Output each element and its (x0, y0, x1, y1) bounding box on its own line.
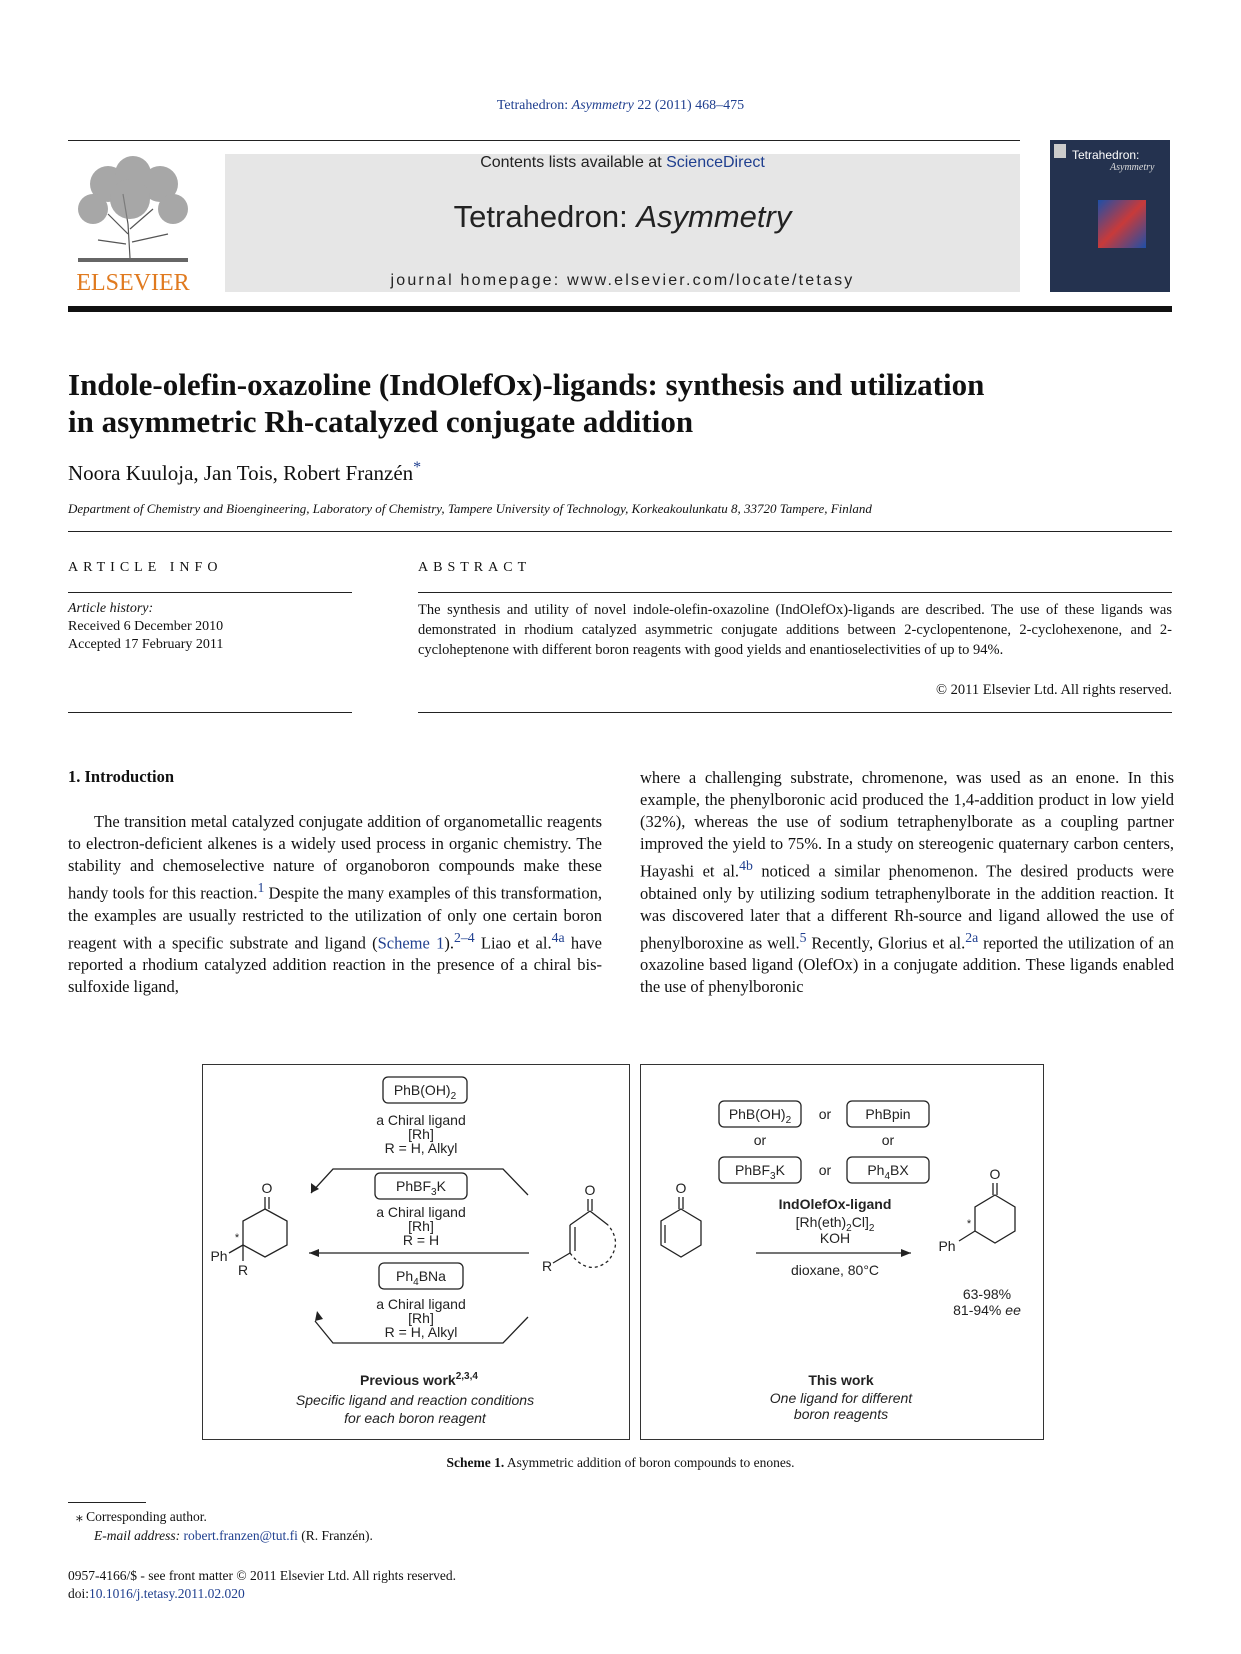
journal-ref-italic: Asymmetry (571, 98, 634, 113)
title-line-1: Indole-olefin-oxazoline (IndOlefOx)-ligands: synthesis and utilization (68, 367, 985, 402)
elsevier-logo (68, 154, 198, 294)
arrowhead-top (311, 1183, 319, 1193)
enone-ring (661, 1209, 701, 1257)
boron-reagent-2: PhBpin (865, 1106, 911, 1122)
arrowhead-middle (309, 1249, 319, 1257)
cover-logo-icon (1054, 144, 1066, 158)
caption-text: Asymmetric addition of boron compounds to enones. (504, 1455, 795, 1470)
abstract-bottom-rule (418, 712, 1172, 713)
ee-range: 81-94% ee (953, 1302, 1021, 1318)
affiliation: Department of Chemistry and Bioengineering, Laboratory of Chemistry, Tampere University of Technology, Korkeakoulunkatu 8, 33720 Tampere, Finland (68, 501, 872, 516)
intro-paragraph-1 (68, 811, 602, 998)
ref-2a[interactable]: 2a (965, 929, 979, 945)
product-ring (243, 1209, 287, 1257)
previous-work-diagram (203, 1065, 629, 1439)
abstract-text: The synthesis and utility of novel indole-olefin-oxazoline (IndOlefOx)-ligands are described. The use of these ligands was demonstrated in rhodium catalyzed asymmetric conjugate additions between 2-cyclopentenone, 2-cyclohexenone, and 2-cycloheptenone with different boron reagents with good yields and enantioselectivities of up to 94%. (418, 602, 1172, 658)
cond1-r: R = H, Alkyl (384, 1140, 458, 1156)
reagent-2-label: PhBF$_3$K (396, 1178, 446, 1198)
enone-r: R (541, 1258, 553, 1274)
stereo-star-right: * (966, 1218, 972, 1230)
or-1: or (818, 1106, 832, 1122)
info-bottom-rule (68, 712, 352, 713)
cond3-ligand: a Chiral ligand (376, 1296, 466, 1312)
author-list (68, 459, 421, 486)
accepted-date: Accepted 17 February 2011 (68, 637, 224, 652)
intro-heading: 1. Introduction (68, 767, 175, 786)
enone-oxygen: O (584, 1182, 596, 1198)
previous-work-title: Previous work$^{2,3,4}$ (360, 1371, 478, 1388)
product-ring-right (975, 1195, 1015, 1243)
previous-work-desc-1: Specific ligand and reaction conditions (295, 1392, 535, 1408)
email-footnote (94, 1527, 373, 1545)
email-link[interactable]: robert.franzen@tut.fi (183, 1528, 298, 1543)
product-ph: Ph (210, 1248, 228, 1264)
enone-oxygen-right: O (675, 1180, 687, 1196)
journal-banner (225, 154, 1020, 292)
header-thick-rule (68, 306, 1172, 312)
p2-part-b: noticed a similar phenomenon. The desired products were obtained only by utilizing sodium tetraphenylborate in the addition reaction. It was discovered later that a different Rh-source and ligand allowed the use of phenylboroxine as well. (640, 861, 1174, 952)
title-line-2: in asymmetric Rh-catalyzed conjugate addition (68, 404, 694, 439)
journal-title (225, 199, 1020, 235)
reagent-3-label: $Ph_4BNa$ (396, 1268, 446, 1288)
base: KOH (819, 1230, 851, 1246)
abstract-copyright: © 2011 Elsevier Ltd. All rights reserved. (936, 682, 1172, 698)
footnote-rule (68, 1502, 146, 1503)
doi-label: doi: (68, 1586, 90, 1601)
product-oxygen: O (261, 1180, 273, 1196)
p1-part-d: Liao et al. (474, 933, 552, 952)
cover-subtitle: Asymmetry (1110, 162, 1155, 173)
article-title (68, 366, 1168, 440)
reaction-arrowhead (901, 1249, 911, 1257)
p1-part-a: The transition metal catalyzed conjugate addition of organometallic reagents to electron-deficient alkenes is a widely used process in organic chemistry. The stability and chemoselective nature of organoboron compounds make these handy tools for this reaction. (68, 812, 602, 903)
contents-text: Contents lists available at (480, 154, 667, 171)
caption-label: Scheme 1. (446, 1455, 505, 1470)
article-history (68, 600, 358, 654)
this-work-title: This work (808, 1372, 874, 1388)
previous-work-desc-2: for each boron reagent (344, 1410, 486, 1426)
boron-reagent-3: PhBF$_3$K (735, 1162, 785, 1182)
ref-1[interactable]: 1 (257, 880, 265, 895)
reagent-1-label: $PhB(OH)_2$ (393, 1082, 457, 1102)
product-r: R (237, 1262, 249, 1278)
footnote-star: ⁎ (76, 1509, 83, 1524)
boron-reagent-4: $Ph_4BX$ (867, 1162, 909, 1182)
catalyst: $[Rh(eth)_2Cl]_2$ (795, 1214, 875, 1234)
scheme-caption (0, 1455, 1241, 1471)
boron-reagent-1: $PhB(OH)_2$ (728, 1106, 792, 1126)
p2-part-c: Recently, Glorius et al. (806, 933, 966, 952)
arrowhead-bottom (315, 1311, 323, 1321)
cond3-r: R = H, Alkyl (384, 1324, 458, 1340)
product-oxygen-right: O (989, 1166, 1001, 1182)
ligand-name: IndOlefOx-ligand (778, 1196, 892, 1212)
journal-title-italic: Asymmetry (636, 199, 792, 234)
ref-5[interactable]: 5 (799, 929, 807, 945)
corresponding-footnote (76, 1508, 207, 1526)
affiliation-rule (68, 531, 1172, 532)
cond2-ligand: a Chiral ligand (376, 1204, 466, 1220)
cond2-rh: [Rh] (408, 1218, 434, 1234)
journal-ref-prefix: Tetrahedron: (496, 98, 572, 113)
cond3-rh: [Rh] (408, 1310, 434, 1326)
scheme-1-link[interactable]: Scheme 1 (377, 933, 445, 952)
yield-range: 63-98% (962, 1286, 1012, 1302)
cover-image (1098, 200, 1146, 248)
or-4: or (818, 1162, 832, 1178)
p2-part-d: reported the utilization of an oxazoline based ligand (OlefOx) in a conjugate addition. These ligands enabled the use of phenylboronic (640, 933, 1174, 996)
this-work-diagram (641, 1065, 1043, 1439)
authors-text: Noora Kuuloja, Jan Tois, Robert Franzén (68, 461, 414, 485)
article-info-heading: ARTICLE INFO (68, 560, 223, 575)
scheme-previous-work-panel (202, 1064, 630, 1440)
p2-part-a: where a challenging substrate, chromenone, was used as an enone. In this example, the phenylboronic acid produced the 1,4-addition product in low yield (32%), whereas the use of sodium tetraphenylborate as a coupling partner improved the yield to 75%. In a study on stereogenic quaternary carbon centers, Hayashi et al. (640, 768, 1174, 881)
abstract-heading: ABSTRACT (418, 560, 532, 575)
elsevier-tree-icon (68, 154, 198, 294)
abstract-rule (418, 592, 1172, 593)
journal-reference (0, 98, 1241, 114)
scheme-this-work-panel (640, 1064, 1044, 1440)
p1-part-e: have reported a rhodium catalyzed addition reaction in the presence of a chiral bis-sulfoxide ligand, (68, 933, 602, 996)
doi-link[interactable]: 10.1016/j.tetasy.2011.02.020 (89, 1586, 245, 1601)
product-ph-right: Ph (938, 1238, 956, 1254)
stereo-star: * (234, 1232, 240, 1244)
this-work-desc-1: One ligand for different (769, 1390, 913, 1406)
cond1-ligand: a Chiral ligand (376, 1112, 466, 1128)
or-2: or (753, 1132, 767, 1148)
email-label: E-mail address: (94, 1528, 184, 1543)
journal-title-plain: Tetrahedron: (453, 199, 637, 234)
issn-line: 0957-4166/$ - see front matter © 2011 Elsevier Ltd. All rights reserved. (68, 1568, 457, 1583)
ref-4b[interactable]: 4b (739, 858, 753, 873)
info-rule (68, 592, 352, 593)
journal-ref-suffix: 22 (2011) 468–475 (633, 98, 745, 113)
ref-2-4[interactable]: 2–4 (453, 929, 475, 945)
doi-line (68, 1585, 245, 1603)
ref-4a[interactable]: 4a (551, 929, 565, 945)
sciencedirect-link[interactable]: ScienceDirect (666, 154, 765, 171)
history-label: Article history: (68, 601, 154, 616)
cover-title: Tetrahedron: (1072, 148, 1140, 162)
received-date: Received 6 December 2010 (68, 619, 224, 634)
cond1-rh: [Rh] (408, 1126, 434, 1142)
journal-homepage[interactable]: journal homepage: www.elsevier.com/locate/tetasy (390, 272, 855, 289)
corresponding-mark[interactable]: * (413, 459, 422, 476)
cond2-r: R = H (402, 1232, 440, 1248)
email-tail: (R. Franzén). (297, 1528, 373, 1543)
solvent-temp: dioxane, 80°C (790, 1262, 880, 1278)
this-work-desc-2: boron reagents (793, 1406, 889, 1422)
intro-paragraph-2 (640, 767, 1174, 998)
journal-cover (1050, 140, 1170, 292)
p1-part-c: ). (444, 933, 454, 952)
contents-available-line (225, 154, 1020, 172)
publisher-name: ELSEVIER (76, 270, 190, 294)
p1-part-b: Despite the many examples of this transformation, the examples are usually restricted to the utilization of only one certain boron reagent with a specific substrate and ligand ( (68, 883, 602, 952)
or-3: or (881, 1132, 895, 1148)
header-top-rule (68, 140, 1020, 141)
footnote-corr: Corresponding author. (82, 1509, 207, 1524)
